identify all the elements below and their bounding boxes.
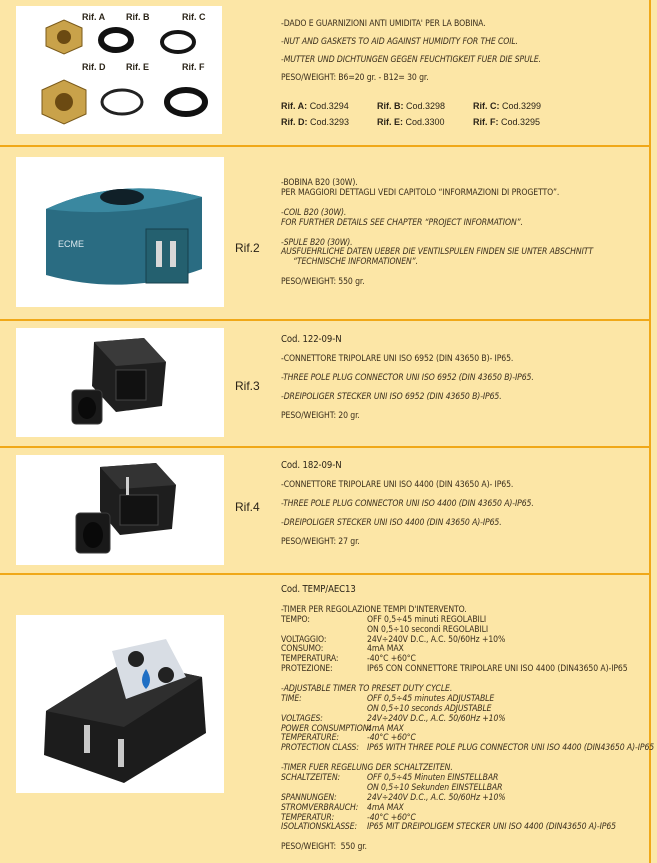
connector-a-description [281, 461, 534, 547]
spec-key: TIME: [281, 693, 302, 704]
spec-value: IP65 MIT DREIPOLIGEM STECKER UNI ISO 4400 (DIN43650 A)-IP65 [367, 822, 616, 833]
connector-b-description [281, 335, 534, 421]
weight-line: PESO/WEIGHT: 20 gr. [281, 410, 360, 421]
spec-key: ISOLATIONSKLASSE: [281, 822, 357, 833]
spec-value: -40°C +60°C [367, 654, 416, 665]
connector-a-illustration [16, 455, 224, 565]
nut-gaskets-photo [16, 6, 222, 134]
spec-key: TEMPERATURE: [281, 733, 339, 744]
timer-illustration [16, 615, 224, 793]
connector-b-photo [16, 328, 224, 437]
desc-line: -BOBINA B20 (30W). [281, 178, 358, 188]
nut-gaskets-description [281, 20, 541, 84]
timer-title-en: -ADJUSTABLE TIMER TO PRESET DUTY CYCLE. [281, 684, 453, 695]
spec-value: 4mA MAX [367, 802, 404, 813]
spec-value: 4mA MAX [367, 723, 404, 734]
code-cell: Rif. E: Cod.3300 [377, 117, 445, 127]
weight-line: PESO/WEIGHT: 550 gr. [281, 277, 365, 288]
desc-line: -COIL B20 (30W). [281, 207, 347, 218]
code-cell: Rif. B: Cod.3298 [377, 101, 446, 111]
timer-title-it: -TIMER PER REGOLAZIONE TEMPI D'INTERVENTO. [281, 604, 467, 615]
code-cell: Rif. A: Cod.3294 [281, 101, 349, 111]
desc-line: FOR FURTHER DETAILS SEE CHAPTER “PROJECT INFORMATION”. [281, 217, 523, 228]
spec-value: -40°C +60°C [367, 733, 416, 744]
weight-line: PESO/WEIGHT: 550 gr. [281, 842, 367, 853]
photo-label-c: Rif. C [182, 12, 206, 22]
product-code: Cod. 122-09-N [281, 334, 342, 345]
desc-line-en: -THREE POLE PLUG CONNECTOR UNI ISO 4400 (DIN 43650 A)-IP65. [281, 498, 534, 509]
spec-value: OFF 0,5÷45 minutes ADJUSTABLE [367, 693, 495, 704]
desc-line-en: -THREE POLE PLUG CONNECTOR UNI ISO 6952 (DIN 43650 B)-IP65. [281, 372, 534, 383]
coil-brand-text: ECME [58, 239, 85, 249]
product-block-nut-gaskets [0, 0, 651, 145]
product-code: Cod. 182-09-N [281, 460, 342, 471]
photo-label-f: Rif. F [182, 62, 205, 72]
timer-spec-de [281, 774, 654, 833]
connector-a-photo [16, 455, 224, 565]
desc-line-it: -DADO E GUARNIZIONI ANTI UMIDITA' PER LA BOBINA. [281, 19, 486, 29]
desc-line: “TECHNISCHE INFORMATIONEN”. [293, 257, 418, 268]
spec-key: STROMVERBRAUCH: [281, 802, 359, 813]
spec-value: OFF 0,5÷45 Minuten EINSTELLBAR [367, 773, 499, 784]
spec-key: CONSUMO: [281, 644, 324, 655]
spec-value: ON 0,5÷10 Sekunden EINSTELLBAR [367, 782, 503, 793]
product-block-connector-b [0, 319, 651, 446]
spec-value: ON 0,5÷10 seconds ADJUSTABLE [367, 703, 492, 714]
timer-title-de: -TIMER FUER REGELUNG DER SCHALTZEITEN. [281, 763, 453, 774]
coil-illustration [16, 157, 224, 307]
desc-line: -SPULE B20 (30W). [281, 237, 353, 248]
spec-key: VOLTAGGIO: [281, 634, 327, 645]
spec-key: SCHALTZEITEN: [281, 773, 341, 784]
product-code: Cod. TEMP/AEC13 [281, 584, 356, 595]
desc-line-de: -DREIPOLIGER STECKER UNI ISO 6952 (DIN 43650 B)-IP65. [281, 391, 502, 402]
rif-label: Rif.4 [235, 500, 260, 514]
code-grid [281, 101, 583, 127]
spec-value: OFF 0,5÷45 minuti REGOLABILI [367, 614, 487, 625]
product-block-timer [0, 573, 655, 863]
spec-key: POWER CONSUMPTION: [281, 723, 371, 734]
spec-value: -40°C +60°C [367, 812, 416, 823]
desc-line: PER MAGGIORI DETTAGLI VEDI CAPITOLO “INFORMAZIONI DI PROGETTO”. [281, 187, 560, 198]
spec-value: 24V÷240V D.C., A.C. 50/60Hz +10% [367, 634, 506, 645]
timer-spec-en [281, 695, 654, 754]
code-cell: Rif. C: Cod.3299 [473, 101, 542, 111]
spec-key: VOLTAGES: [281, 713, 323, 724]
photo-label-d: Rif. D [82, 62, 106, 72]
timer-photo [16, 615, 224, 793]
photo-label-a: Rif. A [82, 12, 106, 22]
desc-line-en: -NUT AND GASKETS TO AID AGAINST HUMIDITY FOR THE COIL. [281, 36, 518, 47]
spec-key: TEMPO: [281, 614, 310, 625]
timer-description [281, 585, 654, 853]
spec-key: TEMPERATUR: [281, 812, 335, 823]
spec-key: SPANNUNGEN: [281, 792, 337, 803]
spec-value: ON 0,5÷10 secondi REGOLABILI [367, 624, 489, 635]
desc-line-de: -MUTTER UND DICHTUNGEN GEGEN FEUCHTIGKEIT FUER DIE SPULE. [281, 54, 542, 65]
code-cell: Rif. F: Cod.3295 [473, 117, 541, 127]
product-block-coil [0, 145, 651, 319]
spec-value: IP65 WITH THREE POLE PLUG CONNECTOR UNI ISO 4400 (DIN43650 A)-IP65 [367, 743, 655, 754]
spec-value: 24V÷240V D.C., A.C. 50/60Hz +10% [367, 792, 506, 803]
weight-line: PESO/WEIGHT: B6=20 gr. - B12= 30 gr. [281, 72, 429, 83]
desc-line-de: -DREIPOLIGER STECKER UNI ISO 4400 (DIN 43650 A)-IP65. [281, 517, 502, 528]
spec-value: IP65 CON CONNETTORE TRIPOLARE UNI ISO 4400 (DIN43650 A)-IP65 [367, 664, 628, 675]
desc-line: AUSFUEHRLICHE DATEN UEBER DIE VENTILSPULEN FINDEN SIE UNTER ABSCHNITT [281, 247, 593, 258]
coil-photo [16, 157, 224, 307]
spec-key: PROTECTION CLASS: [281, 743, 359, 754]
desc-line-it: -CONNETTORE TRIPOLARE UNI ISO 4400 (DIN 43650 A)- IP65. [281, 479, 514, 490]
product-block-connector-a [0, 446, 651, 573]
photo-label-b: Rif. B [126, 12, 150, 22]
coil-description [281, 179, 593, 288]
code-cell: Rif. D: Cod.3293 [281, 117, 350, 127]
weight-line: PESO/WEIGHT: 27 gr. [281, 536, 360, 547]
rif-label: Rif.2 [235, 241, 260, 255]
spec-value: 4mA MAX [367, 644, 404, 655]
connector-b-illustration [16, 328, 224, 437]
desc-line-it: -CONNETTORE TRIPOLARE UNI ISO 6952 (DIN 43650 B)- IP65. [281, 353, 514, 364]
timer-spec-it [281, 616, 654, 675]
rif-label: Rif.3 [235, 379, 260, 393]
spec-value: 24V÷240V D.C., A.C. 50/60Hz +10% [367, 713, 506, 724]
spec-key: TEMPERATURA: [281, 654, 339, 665]
spec-key: PROTEZIONE: [281, 664, 333, 675]
photo-label-e: Rif. E [126, 62, 150, 72]
